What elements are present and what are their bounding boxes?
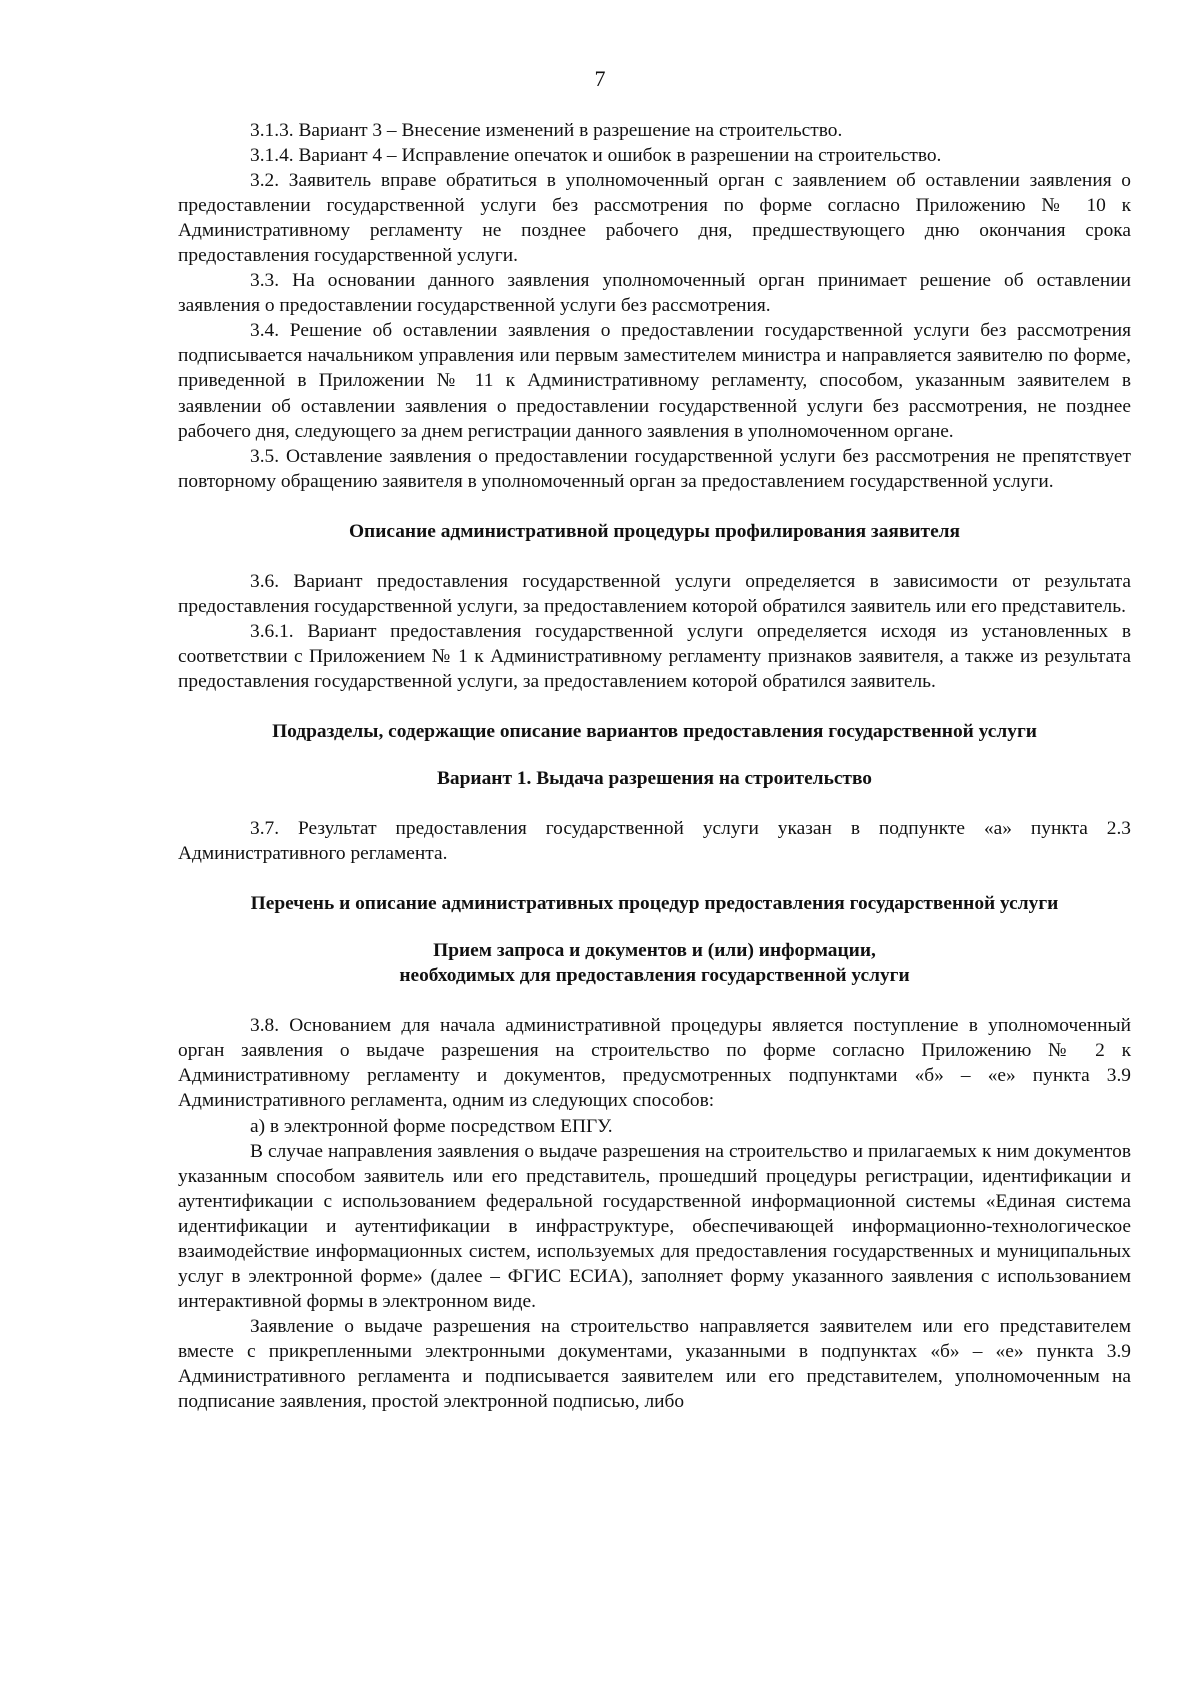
document-body — [178, 118, 1131, 1414]
page-number: 7 — [594, 66, 606, 91]
paragraph-3-3: 3.3. На основании данного заявления уполномоченный орган принимает решение об оставлении заявления о предоставлении государственной услуги без рассмотрения. — [178, 270, 1131, 317]
section-heading-request-intake: Прием запроса и документов и (или) информации, необходимых для предоставления государственной услуги — [399, 940, 910, 987]
paragraph-3-8-a: а) в электронной форме посредством ЕПГУ. — [250, 1115, 613, 1137]
section-heading-procedures: Перечень и описание административных процедур предоставления государственной услуги — [250, 893, 1059, 915]
section-heading-profiling: Описание административной процедуры профилирования заявителя — [348, 520, 961, 542]
paragraph-3-5: 3.5. Оставление заявления о предоставлении государственной услуги без рассмотрения не препятствует повторному обращению заявителя в уполномоченный орган за предоставлением государственной услуги. — [178, 445, 1131, 492]
paragraph-3-8-signature: Заявление о выдаче разрешения на строительство направляется заявителем или его представителем вместе с прикрепленными электронными документами, указанными в подпунктах «б» – «е» пункта 3.9 Административного регламента и подписывается заявителем или его представителем, уполномоченным на подписание заявления, простой электронной подписью, либо — [178, 1315, 1131, 1413]
paragraph-3-6: 3.6. Вариант предоставления государственной услуги определяется в зависимости от результата предоставления государственной услуги, за предоставлением которой обратился заявитель или его представитель. — [178, 570, 1131, 617]
paragraph-3-7: 3.7. Результат предоставления государственной услуги указан в подпункте «а» пункта 2.3 Административного регламента. — [178, 818, 1131, 865]
paragraph-3-2: 3.2. Заявитель вправе обратиться в уполномоченный орган с заявлением об оставлении заявления о предоставлении государственной услуги без рассмотрения по форме согласно Приложению № 10 к Административному регламенту не позднее рабочего дня, предшествующего дню окончания срока предоставления государственной услуги. — [178, 170, 1131, 267]
paragraph-3-1-3: 3.1.3. Вариант 3 – Внесение изменений в разрешение на строительство. — [250, 120, 843, 141]
paragraph-3-4: 3.4. Решение об оставлении заявления о предоставлении государственной услуги без рассмотрения подписывается начальником управления или первым заместителем министра и направляется заявителю по форме, приведенной в Приложении № 11 к Административному регламенту, способом, указанным заявителем в заявлении об оставлении заявления о предоставлении государственной услуги без рассмотрения, не позднее рабочего дня, следующего за днем регистрации данного заявления в уполномоченном органе. — [178, 320, 1131, 442]
paragraph-3-8: 3.8. Основанием для начала административной процедуры является поступление в уполномоченный орган заявления о выдаче разрешения на строительство по форме согласно Приложению № 2 к Административному регламенту и документов, предусмотренных подпунктами «б» – «е» пункта 3.9 Административного регламента, одним из следующих способов: — [178, 1015, 1131, 1112]
section-heading-variant-1: Вариант 1. Выдача разрешения на строительство — [437, 768, 872, 790]
section-heading-variants: Подразделы, содержащие описание вариантов предоставления государственной услуги — [272, 720, 1037, 742]
paragraph-3-8-esia: В случае направления заявления о выдаче разрешения на строительство и прилагаемых к ним документов указанным способом заявитель или его представитель, прошедший процедуры регистрации, идентификации и аутентификации с использованием федеральной государственной информационной системы «Единая система идентификации и аутентификации в инфраструктуре, обеспечивающей информационно-технологическое взаимодействие информационных систем, используемых для предоставления государственных и муниципальных услуг в электронной форме» (далее – ФГИС ЕСИА), заполняет форму указанного заявления с использованием интерактивной формы в электронном виде. — [178, 1140, 1131, 1312]
paragraph-3-1-4: 3.1.4. Вариант 4 – Исправление опечаток и ошибок в разрешении на строительство. — [250, 145, 942, 167]
paragraph-3-6-1: 3.6.1. Вариант предоставления государственной услуги определяется исходя из установленных в соответствии с Приложением № 1 к Административному регламенту признаков заявителя, а также из результата предоставления государственной услуги, за предоставлением которой обратился заявитель. — [178, 620, 1131, 692]
